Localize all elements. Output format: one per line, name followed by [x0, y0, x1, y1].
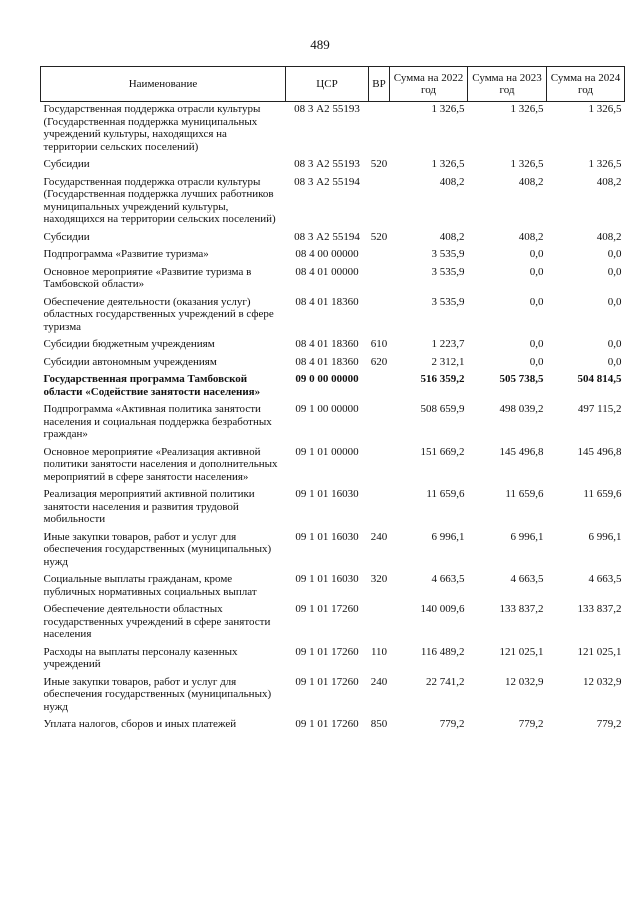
header-vr: ВР [369, 67, 390, 102]
row-csr-cell: 09 1 01 16030 [295, 530, 359, 543]
header-sum-2022: Сумма на 2022 год [390, 67, 468, 102]
table-header-row [41, 67, 625, 102]
row-sum-2023-cell: 6 996,1 [510, 530, 544, 543]
table-row [41, 334, 625, 352]
row-csr-cell: 09 1 01 00000 [295, 445, 359, 458]
row-vr-cell [369, 484, 390, 527]
row-name-cell: Расходы на выплаты персоналу казенных учреждений [43, 645, 238, 670]
row-vr-cell [369, 262, 390, 292]
row-sum-2024-cell: 133 837,2 [577, 603, 622, 615]
row-csr-cell: 09 1 01 17260 [295, 675, 359, 688]
page-number: 489 [310, 37, 330, 52]
row-sum-2024-cell: 12 032,9 [583, 675, 622, 688]
row-sum-2023-cell: 498 039,2 [499, 403, 544, 415]
table-body [41, 102, 625, 732]
header-sum-2024: Сумма на 2024 год [547, 67, 625, 102]
table-row [41, 102, 625, 155]
row-name-cell: Подпрограмма «Активная политика занятости населения и социальная поддержка безработных граждан» [43, 403, 272, 440]
row-sum-2022-cell: 408,2 [439, 230, 465, 243]
row-sum-2024-cell: 4 663,5 [588, 573, 622, 585]
table-row [41, 262, 625, 292]
row-sum-2023-cell: 0,0 [529, 355, 544, 368]
row-csr-cell: 09 1 00 00000 [295, 403, 359, 415]
row-sum-2023-cell: 0,0 [529, 248, 544, 260]
table-row [41, 642, 625, 672]
row-csr-cell: 08 4 01 18360 [295, 355, 359, 368]
row-sum-2023-cell: 12 032,9 [505, 675, 544, 688]
row-sum-2024-cell: 0,0 [607, 338, 622, 350]
row-sum-2023-cell: 0,0 [529, 295, 544, 308]
row-sum-2023-cell: 408,2 [518, 175, 544, 188]
row-sum-2024-cell: 779,2 [596, 718, 622, 730]
row-sum-2024-cell: 145 496,8 [577, 445, 622, 458]
row-sum-2022-cell: 508 659,9 [420, 403, 465, 415]
table-row [41, 369, 625, 399]
row-sum-2022-cell: 11 659,6 [426, 488, 465, 500]
row-sum-2024-cell: 6 996,1 [588, 530, 622, 543]
row-csr-cell: 09 1 01 17260 [295, 718, 359, 730]
row-name-cell: Субсидии бюджетным учреждениям [43, 338, 215, 350]
row-name-cell: Основное мероприятие «Реализация активной политики занятости населения и дополнительных мероприятий в сфере занятости населения» [43, 445, 278, 483]
row-vr-cell [369, 399, 390, 442]
row-name-cell: Уплата налогов, сборов и иных платежей [43, 718, 237, 730]
row-vr-cell [369, 244, 390, 262]
row-vr-cell: 110 [370, 645, 388, 658]
row-name-cell: Обеспечение деятельности (оказания услуг) областных государственных учреждений в сфере туризма [43, 295, 274, 333]
row-name-cell: Подпрограмма «Развитие туризма» [43, 248, 209, 260]
row-sum-2022-cell: 3 535,9 [431, 265, 465, 278]
row-sum-2024-cell: 1 326,5 [588, 158, 622, 170]
row-sum-2022-cell: 116 489,2 [420, 645, 465, 658]
row-csr-cell: 09 1 01 17260 [295, 645, 359, 658]
row-csr-cell: 09 1 01 16030 [295, 488, 359, 500]
row-sum-2022-cell: 3 535,9 [431, 248, 465, 260]
row-csr-cell: 09 0 00 00000 [295, 373, 359, 385]
row-vr-cell [369, 292, 390, 335]
row-name-cell: Государственная поддержка отрасли культуры (Государственная поддержка лучших работников муниципальных учреждений культуры, находящихся на территории сельских поселений) [43, 175, 276, 225]
row-sum-2023-cell: 1 326,5 [510, 158, 544, 170]
row-name-cell: Государственная программа Тамбовской области «Содействие занятости населения» [43, 373, 261, 398]
row-name-cell: Иные закупки товаров, работ и услуг для обеспечения государственных (муниципальных) нужд [43, 675, 272, 713]
table-row [41, 172, 625, 227]
row-sum-2024-cell: 0,0 [607, 248, 622, 260]
row-sum-2023-cell: 145 496,8 [499, 445, 544, 458]
row-vr-cell [369, 369, 390, 399]
row-csr-cell: 08 3 А2 55194 [294, 175, 360, 188]
row-vr-cell [369, 172, 390, 227]
row-csr-cell: 08 3 А2 55194 [294, 230, 360, 243]
row-csr-cell: 09 1 01 16030 [295, 573, 359, 585]
table-row [41, 569, 625, 599]
row-sum-2024-cell: 1 326,5 [588, 103, 622, 115]
row-sum-2023-cell: 4 663,5 [510, 573, 544, 585]
row-sum-2023-cell: 1 326,5 [510, 103, 544, 115]
row-sum-2023-cell: 505 738,5 [499, 373, 544, 385]
row-sum-2022-cell: 4 663,5 [431, 573, 465, 585]
row-sum-2022-cell: 779,2 [439, 718, 465, 730]
row-sum-2022-cell: 22 741,2 [426, 675, 465, 688]
table-row [41, 672, 625, 715]
row-vr-cell: 850 [370, 718, 388, 730]
row-csr-cell: 08 4 01 00000 [295, 265, 359, 278]
row-vr-cell: 620 [370, 355, 388, 368]
row-name-cell: Обеспечение деятельности областных государственных учреждений в сфере занятости населения [43, 603, 271, 640]
table-row [41, 399, 625, 442]
table-row [41, 292, 625, 335]
row-sum-2024-cell: 121 025,1 [577, 645, 622, 658]
row-sum-2022-cell: 408,2 [439, 175, 465, 188]
table-row [41, 442, 625, 485]
table-row [41, 227, 625, 245]
row-name-cell: Социальные выплаты гражданам, кроме публичных нормативных социальных выплат [43, 573, 257, 598]
row-sum-2022-cell: 1 326,5 [431, 103, 465, 115]
row-name-cell: Реализация мероприятий активной политики занятости населения и развития трудовой мобильности [43, 488, 255, 525]
table-row [41, 352, 625, 370]
table-row [41, 599, 625, 642]
row-sum-2024-cell: 497 115,2 [577, 403, 622, 415]
row-vr-cell: 240 [370, 675, 388, 688]
row-vr-cell: 320 [370, 573, 388, 585]
row-sum-2024-cell: 0,0 [607, 265, 622, 278]
row-sum-2022-cell: 1 223,7 [431, 338, 465, 350]
row-csr-cell: 08 3 А2 55193 [294, 103, 360, 115]
row-vr-cell [369, 102, 390, 155]
row-vr-cell: 520 [370, 158, 388, 170]
table-row [41, 527, 625, 570]
row-name-cell: Субсидии [43, 158, 90, 170]
table-row [41, 714, 625, 732]
row-sum-2022-cell: 1 326,5 [431, 158, 465, 170]
row-sum-2022-cell: 516 359,2 [420, 373, 465, 385]
row-sum-2022-cell: 2 312,1 [431, 355, 465, 368]
row-sum-2024-cell: 408,2 [596, 175, 622, 188]
row-sum-2024-cell: 0,0 [607, 295, 622, 308]
row-sum-2022-cell: 3 535,9 [431, 295, 465, 308]
row-csr-cell: 08 3 А2 55193 [294, 158, 360, 170]
row-sum-2024-cell: 0,0 [607, 355, 622, 368]
row-sum-2022-cell: 6 996,1 [431, 530, 465, 543]
table-row [41, 244, 625, 262]
row-csr-cell: 08 4 01 18360 [295, 338, 359, 350]
row-sum-2023-cell: 11 659,6 [505, 488, 544, 500]
row-vr-cell: 240 [370, 530, 388, 543]
row-vr-cell: 520 [370, 230, 388, 243]
row-sum-2024-cell: 504 814,5 [577, 373, 622, 385]
row-sum-2023-cell: 0,0 [529, 265, 544, 278]
row-sum-2024-cell: 11 659,6 [583, 488, 622, 500]
row-name-cell: Иные закупки товаров, работ и услуг для обеспечения государственных (муниципальных) нужд [43, 530, 272, 568]
row-sum-2023-cell: 133 837,2 [499, 603, 544, 615]
table-row [41, 154, 625, 172]
row-sum-2023-cell: 0,0 [529, 338, 544, 350]
header-name: Наименование [41, 67, 286, 102]
budget-table [40, 66, 625, 732]
row-sum-2023-cell: 779,2 [518, 718, 544, 730]
row-csr-cell: 08 4 01 18360 [295, 295, 359, 308]
row-vr-cell [369, 442, 390, 485]
row-sum-2023-cell: 121 025,1 [499, 645, 544, 658]
row-name-cell: Государственная поддержка отрасли культуры (Государственная поддержка муниципальных учреждений культуры, находящихся на территории сельских поселений) [43, 103, 261, 153]
row-csr-cell: 09 1 01 17260 [295, 603, 359, 615]
header-csr: ЦСР [286, 67, 369, 102]
row-sum-2022-cell: 151 669,2 [420, 445, 465, 458]
row-name-cell: Субсидии автономным учреждениям [43, 355, 217, 368]
row-vr-cell [369, 599, 390, 642]
row-vr-cell: 610 [370, 338, 388, 350]
row-name-cell: Основное мероприятие «Развитие туризма в Тамбовской области» [43, 265, 252, 290]
row-sum-2024-cell: 408,2 [596, 230, 622, 243]
row-sum-2023-cell: 408,2 [518, 230, 544, 243]
header-sum-2023: Сумма на 2023 год [468, 67, 547, 102]
row-csr-cell: 08 4 00 00000 [295, 248, 359, 260]
row-sum-2022-cell: 140 009,6 [420, 603, 465, 615]
table-row [41, 484, 625, 527]
row-name-cell: Субсидии [43, 230, 90, 243]
